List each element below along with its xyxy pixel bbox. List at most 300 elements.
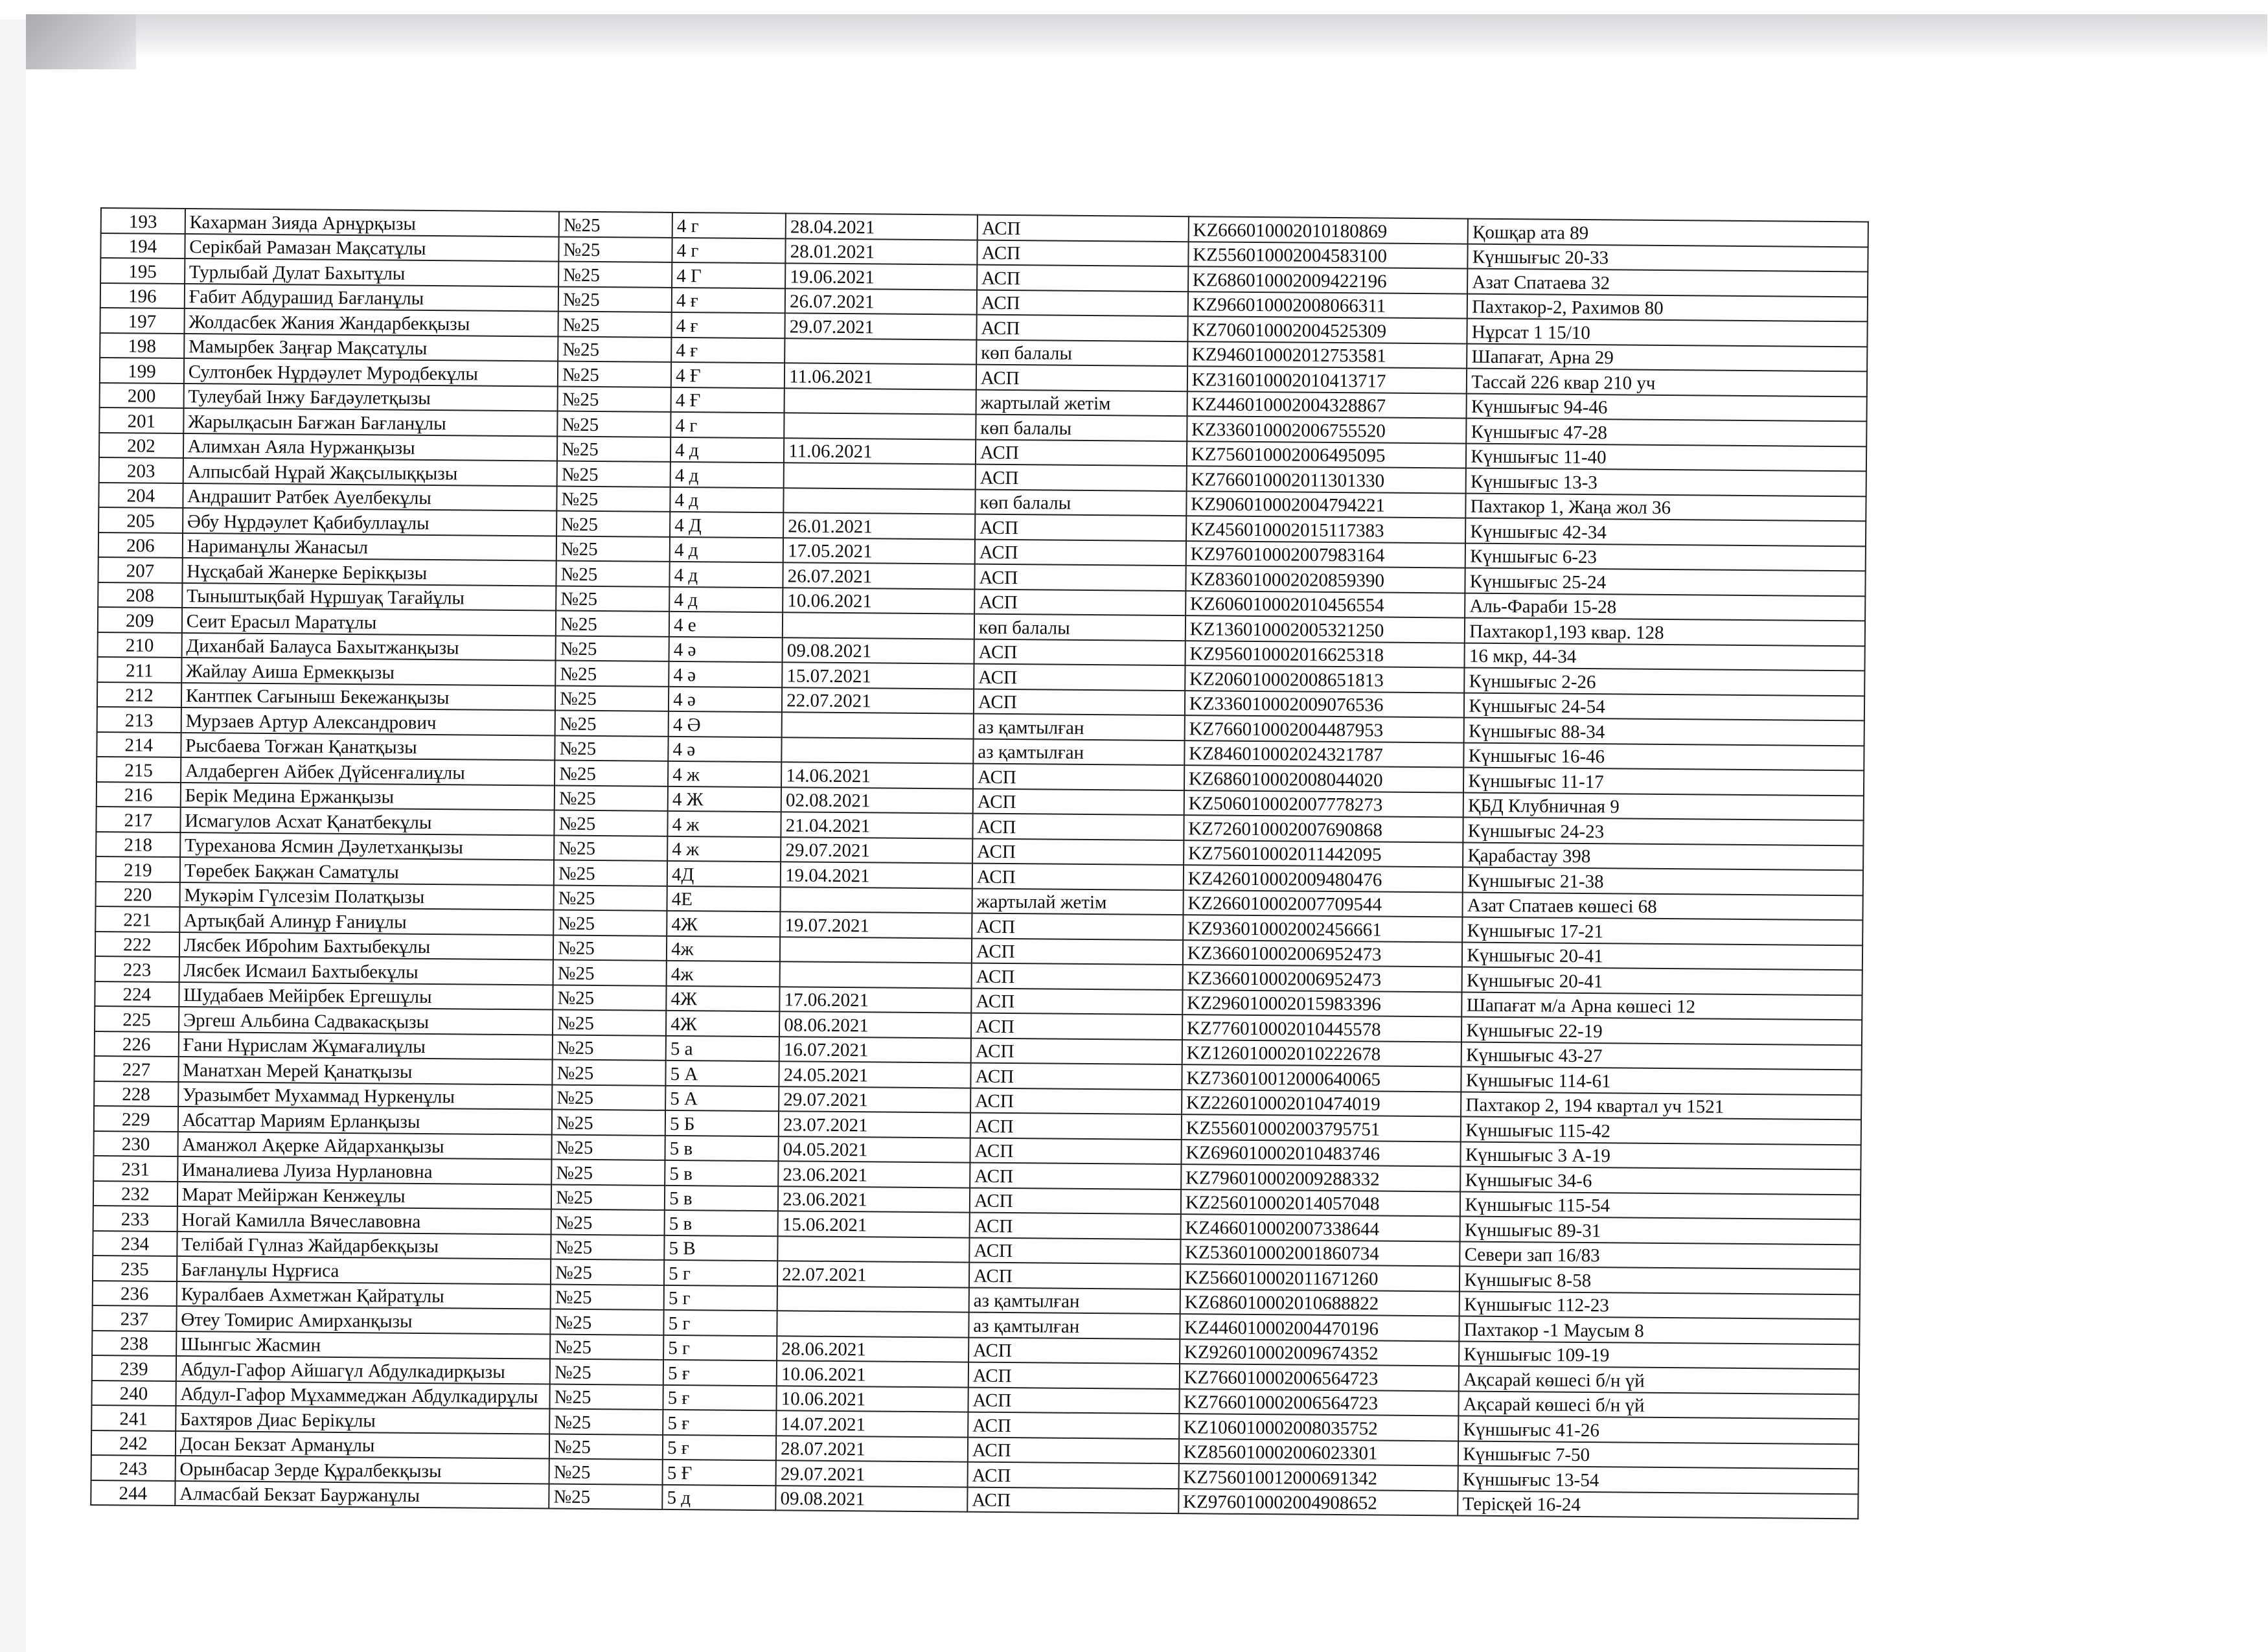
address-cell: Күншығыс 24-23 [1463,818,1864,845]
category-cell: жартылай жетім [976,389,1187,416]
school-number: №25 [554,885,667,911]
school-number: №25 [554,835,667,861]
category-cell: АСП [972,913,1183,940]
category-cell: АСП [977,290,1188,316]
date-cell: 04.05.2021 [779,1136,970,1163]
iban-cell: KZ566010002011671260 [1180,1264,1460,1291]
iban-cell: KZ316010002010413717 [1187,366,1467,393]
school-number: №25 [558,286,672,312]
row-number: 244 [91,1480,175,1506]
date-cell: 29.07.2021 [776,1460,968,1487]
student-name: Кахарман Зияда Арнұрқызы [185,209,559,236]
student-name: Орынбасар Зерде Құралбекқызы [175,1456,549,1484]
address-cell: Нұрсат 1 15/10 [1467,319,1868,347]
student-name: Эргеш Альбина Садвакасқызы [179,1007,553,1035]
address-cell: Азат Спатаева 32 [1467,269,1868,297]
class-name: 4 ғ [671,337,785,363]
student-name: Алдаберген Айбек Дүйсенғалиұлы [181,757,555,785]
address-cell: Күншығыс 115-42 [1461,1117,1861,1145]
date-cell: 28.04.2021 [786,213,978,240]
address-cell: Күншығыс 13-3 [1466,468,1866,496]
iban-cell: KZ556010002004583100 [1188,242,1468,269]
student-name: Иманалиева Луиза Нурлановна [178,1156,552,1184]
class-name: 4 д [669,586,783,612]
category-cell: АСП [974,664,1185,691]
class-name: 5 в [665,1135,779,1161]
class-name: 5 Ғ [663,1460,776,1486]
category-cell: АСП [977,265,1188,292]
row-number: 224 [95,981,179,1007]
address-cell: Шапағат, Арна 29 [1467,343,1867,371]
row-number: 217 [96,807,180,832]
address-cell: Күншығыс 109-19 [1459,1341,1859,1369]
address-cell: Күншығыс 11-40 [1466,443,1866,471]
row-number: 197 [100,308,184,334]
date-cell: 09.08.2021 [775,1486,967,1512]
student-name: Ногай Камилла Вячеславовна [177,1206,551,1234]
student-name: Төребек Бақжан Саматұлы [180,857,555,885]
address-cell: Күншығыс 24-54 [1464,693,1864,720]
class-name: 4Д [667,861,781,887]
student-name: Абсаттар Мариям Ерланқызы [178,1107,553,1134]
school-number: №25 [558,236,672,262]
category-cell: АСП [974,589,1186,615]
class-name: 4 д [670,437,784,463]
class-name: 4ж [667,935,780,961]
date-cell: 26.07.2021 [783,562,975,589]
school-number: №25 [553,1060,666,1086]
row-number: 196 [100,283,185,309]
class-name: 4 д [670,562,783,588]
category-cell: АСП [974,639,1185,665]
date-cell [785,388,976,415]
iban-cell: KZ956010002016625318 [1185,641,1465,668]
class-name: 4Ж [667,911,780,937]
category-cell: АСП [975,539,1186,566]
class-name: 5 в [665,1160,778,1186]
school-number: №25 [555,810,668,836]
iban-cell: KZ736010012000640065 [1182,1064,1461,1092]
school-number: №25 [555,711,669,737]
iban-cell: KZ756010002006495095 [1187,441,1467,468]
class-name: 4ж [667,961,780,987]
class-name: 4Ж [666,1011,779,1037]
category-cell: АСП [970,1088,1182,1114]
date-cell: 23.06.2021 [778,1161,970,1187]
iban-cell: KZ686010002008044020 [1184,765,1464,792]
school-number: №25 [555,685,669,711]
row-number: 210 [98,632,182,658]
student-name: Мукәрім Гүлсезім Полатқызы [179,882,554,910]
address-cell: Күншығыс 25-24 [1465,568,1866,596]
row-number: 209 [98,607,182,633]
address-cell: Пахтакор-2, Рахимов 80 [1467,293,1868,321]
category-cell: жартылай жетім [972,888,1183,915]
row-number: 239 [92,1355,176,1381]
iban-cell: KZ466010002007338644 [1180,1214,1460,1241]
class-name: 4 ғ [672,287,785,313]
address-cell: Күншығыс 21-38 [1463,867,1863,895]
row-number: 204 [98,482,183,508]
date-cell: 24.05.2021 [779,1061,971,1088]
school-number: №25 [556,536,670,562]
class-name: 4 д [670,487,783,512]
date-cell [780,961,972,988]
date-cell: 19.07.2021 [780,912,972,938]
date-cell: 21.04.2021 [781,812,973,838]
class-name: 5 ғ [663,1384,777,1410]
iban-cell: KZ966010002008066311 [1188,292,1468,319]
date-cell [785,338,976,365]
school-number: №25 [556,611,669,637]
iban-cell: KZ606010002010456554 [1186,591,1465,618]
class-name: 5 А [665,1085,779,1111]
address-cell: Күншығыс 115-54 [1460,1191,1861,1219]
row-number: 194 [100,233,185,259]
class-name: 5 г [663,1335,777,1360]
student-name: Мамырбек Заңғар Мақсатұлы [184,334,558,361]
school-number: №25 [558,312,672,338]
date-cell [777,1311,969,1337]
iban-cell: KZ976010002004908652 [1178,1489,1458,1516]
school-number: №25 [550,1384,663,1410]
iban-cell: KZ556010002003795751 [1182,1114,1461,1141]
row-number: 237 [92,1305,176,1331]
address-cell: Күншығыс 43-27 [1461,1042,1862,1070]
class-name: 4 ә [669,636,783,662]
student-name: Абдул-Гафор Мұхаммеджан Абдулкадирұлы [176,1381,550,1408]
category-cell: аз қамтылған [973,714,1184,740]
address-cell: Күншығыс 34-6 [1460,1167,1861,1195]
class-name: 4 Ә [669,711,782,737]
class-name: 4 Д [670,512,783,538]
iban-cell: KZ266010002007709544 [1183,890,1463,917]
date-cell: 29.07.2021 [781,837,972,864]
scan-border-left [0,19,26,1652]
student-name: Алимхан Аяла Нуржанқызы [183,433,558,461]
address-cell: Терісқей 16-24 [1458,1491,1859,1519]
date-cell [777,1236,969,1263]
address-cell: Күншығыс 89-31 [1460,1217,1861,1245]
iban-cell: KZ426010002009480476 [1184,865,1463,892]
school-number: №25 [551,1184,665,1210]
school-number: №25 [553,910,667,936]
category-cell: АСП [968,1362,1180,1389]
iban-cell: KZ846010002024321787 [1184,740,1464,768]
category-cell: АСП [971,1013,1182,1040]
address-cell: Ақсарай көшесі б/н үй [1459,1391,1859,1419]
iban-cell: KZ136010002005321250 [1186,615,1465,643]
address-cell: Пахтакор -1 Маусым 8 [1460,1316,1860,1344]
iban-cell: KZ726010002007690868 [1184,815,1463,842]
student-name: Уразымбет Мухаммад Нуркенұлы [178,1081,553,1109]
school-number: №25 [550,1334,663,1360]
student-name: Марат Мейіржан Кенжеұлы [178,1181,552,1209]
row-number: 225 [95,1006,179,1032]
school-number: №25 [552,1134,665,1160]
school-number: №25 [551,1259,664,1285]
date-cell [781,737,973,764]
address-cell: Күншығыс 3 А-19 [1461,1141,1861,1169]
category-cell: АСП [969,1213,1180,1239]
row-number: 215 [97,757,181,783]
date-cell: 10.06.2021 [783,588,974,614]
register-table-body [91,208,1868,1519]
category-cell: АСП [974,564,1186,591]
student-name: Жайлау Аиша Ермекқызы [181,658,556,685]
school-number: №25 [551,1284,664,1310]
school-number: №25 [553,935,667,961]
school-number: №25 [549,1484,662,1509]
date-cell: 14.07.2021 [776,1410,968,1437]
class-name: 4 ж [667,836,781,862]
class-name: 4 е [669,612,783,637]
class-name: 5 ғ [663,1360,777,1386]
address-cell: Қошқар ата 89 [1468,219,1868,247]
school-number: №25 [550,1309,663,1335]
school-number: №25 [557,461,670,487]
category-cell: АСП [973,764,1184,790]
iban-cell: KZ766010002006564723 [1179,1389,1459,1416]
school-number: №25 [556,511,670,537]
iban-cell: KZ336010002006755520 [1187,416,1467,443]
row-number: 202 [99,432,183,458]
row-number: 193 [101,208,185,234]
school-number: №25 [552,1110,665,1136]
address-cell: Күншығыс 17-21 [1462,917,1862,945]
address-cell: Пахтакор1,193 квар. 128 [1465,618,1865,646]
iban-cell: KZ206010002008651813 [1185,665,1465,693]
iban-cell: KZ776010002010445578 [1182,1015,1462,1042]
iban-cell: KZ336010002009076536 [1185,691,1465,718]
address-cell: Азат Спатаев көшесі 68 [1463,892,1863,920]
class-name: 4 ғ [672,312,785,338]
date-cell: 15.06.2021 [778,1211,970,1237]
class-name: 4 г [672,212,786,238]
student-name: Манатхан Мерей Қанатқызы [178,1057,553,1084]
school-number: №25 [558,386,671,412]
class-name: 5 д [662,1484,775,1510]
iban-cell: KZ756010002011442095 [1184,840,1463,867]
school-number: №25 [553,1010,666,1036]
date-cell [783,488,975,514]
class-name: 5 г [664,1260,777,1286]
iban-cell: KZ686010002009422196 [1188,266,1468,293]
student-name: Досан Бекзат Арманұлы [176,1430,550,1458]
address-cell: Күншығыс 94-46 [1467,393,1867,421]
address-cell: Күншығыс 22-19 [1461,1017,1862,1045]
scan-shadow [26,14,136,69]
date-cell: 16.07.2021 [779,1037,971,1063]
row-number: 199 [100,358,184,384]
address-cell: Күншығыс 112-23 [1460,1291,1860,1319]
row-number: 200 [100,382,184,408]
category-cell: аз қамтылған [969,1287,1180,1314]
student-name: Өтеу Томирис Амирханқызы [176,1306,551,1334]
student-name: Абдул-Гафор Айшагүл Абдулкадирқызы [176,1356,551,1384]
school-number: №25 [551,1210,665,1235]
iban-cell: KZ446010002004470196 [1180,1314,1460,1341]
date-cell: 29.07.2021 [785,313,977,339]
row-number: 229 [94,1106,178,1132]
row-number: 198 [100,333,184,359]
student-name: Шынгыс Жасмин [176,1331,551,1359]
iban-cell: KZ256010002014057048 [1181,1189,1461,1217]
date-cell: 11.06.2021 [784,438,976,465]
date-cell: 10.06.2021 [777,1360,968,1387]
student-name: Бахтяров Диас Берікұлы [176,1406,550,1434]
iban-cell: KZ766010002011301330 [1186,466,1466,493]
school-number: №25 [550,1359,663,1385]
school-number: №25 [553,1035,666,1061]
school-number: №25 [549,1434,663,1460]
row-number: 227 [94,1056,178,1082]
iban-cell: KZ856010002006023301 [1179,1439,1459,1466]
category-cell: АСП [972,814,1184,840]
iban-cell: KZ106010002008035752 [1179,1414,1459,1441]
school-number: №25 [555,735,668,761]
row-number: 222 [95,931,179,957]
row-number: 207 [98,557,182,583]
date-cell: 28.01.2021 [786,238,978,265]
class-name: 5 в [665,1185,778,1211]
date-cell: 26.07.2021 [785,288,977,315]
row-number: 233 [93,1206,178,1232]
date-cell: 14.06.2021 [781,762,973,788]
row-number: 226 [95,1031,179,1057]
iban-cell: KZ296010002015983396 [1182,990,1462,1017]
category-cell: АСП [970,1138,1181,1164]
student-name: Лясбек Исмаил Бахтыбекұлы [179,957,553,985]
category-cell: АСП [967,1487,1178,1513]
student-name: Андрашит Ратбек Ауелбекұлы [183,483,557,511]
class-name: 5 ғ [663,1410,776,1436]
student-name: Алпысбай Нұрай Жақсылыққызы [183,458,557,486]
row-number: 243 [91,1455,176,1481]
date-cell: 23.07.2021 [779,1111,970,1138]
address-cell: Күншығыс 20-33 [1468,244,1868,271]
category-cell: АСП [976,315,1187,341]
row-number: 203 [99,457,183,483]
student-name: Мурзаев Артур Александрович [181,707,555,735]
school-number: №25 [556,561,670,587]
iban-cell: KZ366010002006952473 [1183,940,1463,967]
category-cell: көп балалы [975,489,1186,516]
date-cell: 09.08.2021 [783,637,974,664]
address-cell: Күншығыс 2-26 [1464,668,1864,696]
iban-cell: KZ506010002007778273 [1184,790,1463,818]
category-cell: АСП [971,1038,1182,1064]
iban-cell: KZ926010002009674352 [1180,1339,1460,1366]
student-name: Рысбаева Тоғжан Қанатқызы [181,733,555,761]
school-number: №25 [549,1409,663,1435]
date-cell: 28.07.2021 [776,1436,968,1462]
address-cell: Күншығыс 8-58 [1460,1267,1860,1294]
class-name: 4 г [672,237,786,263]
row-number: 214 [97,731,181,757]
student-name: Жарылқасын Бағжан Бағланұлы [183,408,558,436]
row-number: 236 [93,1280,177,1306]
date-cell: 15.07.2021 [782,662,974,689]
school-number: №25 [549,1459,663,1485]
address-cell: Күншығыс 20-41 [1462,967,1862,995]
iban-cell: KZ906010002004794221 [1186,491,1466,518]
row-number: 221 [95,906,179,932]
address-cell: Тассай 226 квар 210 уч [1467,369,1867,396]
iban-cell: KZ126010002010222678 [1182,1040,1461,1067]
class-name: 4 Ғ [671,387,785,413]
date-cell: 10.06.2021 [777,1386,968,1412]
iban-cell: KZ536010002001860734 [1180,1239,1460,1267]
class-name: 4Ж [666,985,779,1011]
iban-cell: KZ446010002004328867 [1187,391,1467,419]
class-name: 4 г [670,412,784,438]
date-cell: 23.06.2021 [778,1186,970,1213]
category-cell: АСП [968,1337,1180,1364]
date-cell: 17.06.2021 [779,987,971,1013]
iban-cell: KZ686010002010688822 [1180,1289,1460,1316]
student-name: Шудабаев Мейірбек Ергешұлы [179,981,553,1009]
address-cell: Күншығыс 114-61 [1461,1067,1862,1095]
iban-cell: KZ226010002010474019 [1182,1090,1461,1117]
category-cell: АСП [976,439,1187,466]
student-name: Лясбек Иброһим Бахтыбекұлы [179,932,554,959]
student-name: Султонбек Нұрдәулет Муродбекұлы [184,358,558,386]
row-number: 218 [96,831,180,857]
iban-cell: KZ766010002004487953 [1184,715,1464,742]
address-cell: Аль-Фараби 15-28 [1465,593,1865,621]
class-name: 4 Ғ [671,362,785,388]
student-name: Аманжол Ақерке Айдарханқызы [178,1131,552,1159]
iban-cell: KZ696010002010483746 [1181,1140,1461,1167]
category-cell: аз қамтылған [973,739,1184,765]
date-cell: 29.07.2021 [779,1086,970,1113]
school-number: №25 [555,761,668,786]
date-cell: 08.06.2021 [779,1011,971,1038]
document-sheet [90,207,1869,1520]
iban-cell: KZ366010002006952473 [1182,965,1462,992]
category-cell: АСП [973,788,1184,815]
student-name: Нұсқабай Жанерке Берікқызы [182,558,556,586]
iban-cell: KZ976010002007983164 [1186,541,1466,568]
row-number: 206 [98,532,183,558]
school-number: №25 [551,1160,665,1186]
address-cell: Пахтакор 2, 194 квартал уч 1521 [1461,1092,1861,1119]
school-number: №25 [558,336,671,362]
student-name: Куралбаев Ахметжан Қайратұлы [176,1281,551,1309]
date-cell: 19.04.2021 [781,862,972,888]
school-number: №25 [559,212,672,238]
row-number: 242 [91,1430,176,1456]
date-cell: 02.08.2021 [781,787,973,814]
category-cell: АСП [970,1163,1181,1189]
student-name: Әбу Нұрдәулет Қабибуллаұлы [183,508,557,536]
class-name: 4 д [670,536,783,562]
category-cell: АСП [972,938,1183,965]
date-cell: 26.01.2021 [783,512,975,539]
date-cell: 22.07.2021 [782,687,974,714]
category-cell: АСП [972,838,1184,865]
row-number: 201 [99,407,183,433]
class-name: 4 ж [668,811,781,837]
student-name: Тыныштықбай Нұршуақ Тағайұлы [182,583,556,611]
class-name: 4 Г [672,262,785,288]
row-number: 205 [98,507,183,533]
iban-cell: KZ946010002012753581 [1187,341,1467,369]
class-name: 4Е [667,886,781,912]
address-cell: Күншығыс 13-54 [1458,1466,1859,1494]
student-name: Исмагулов Асхат Қанатбекұлы [180,807,555,835]
